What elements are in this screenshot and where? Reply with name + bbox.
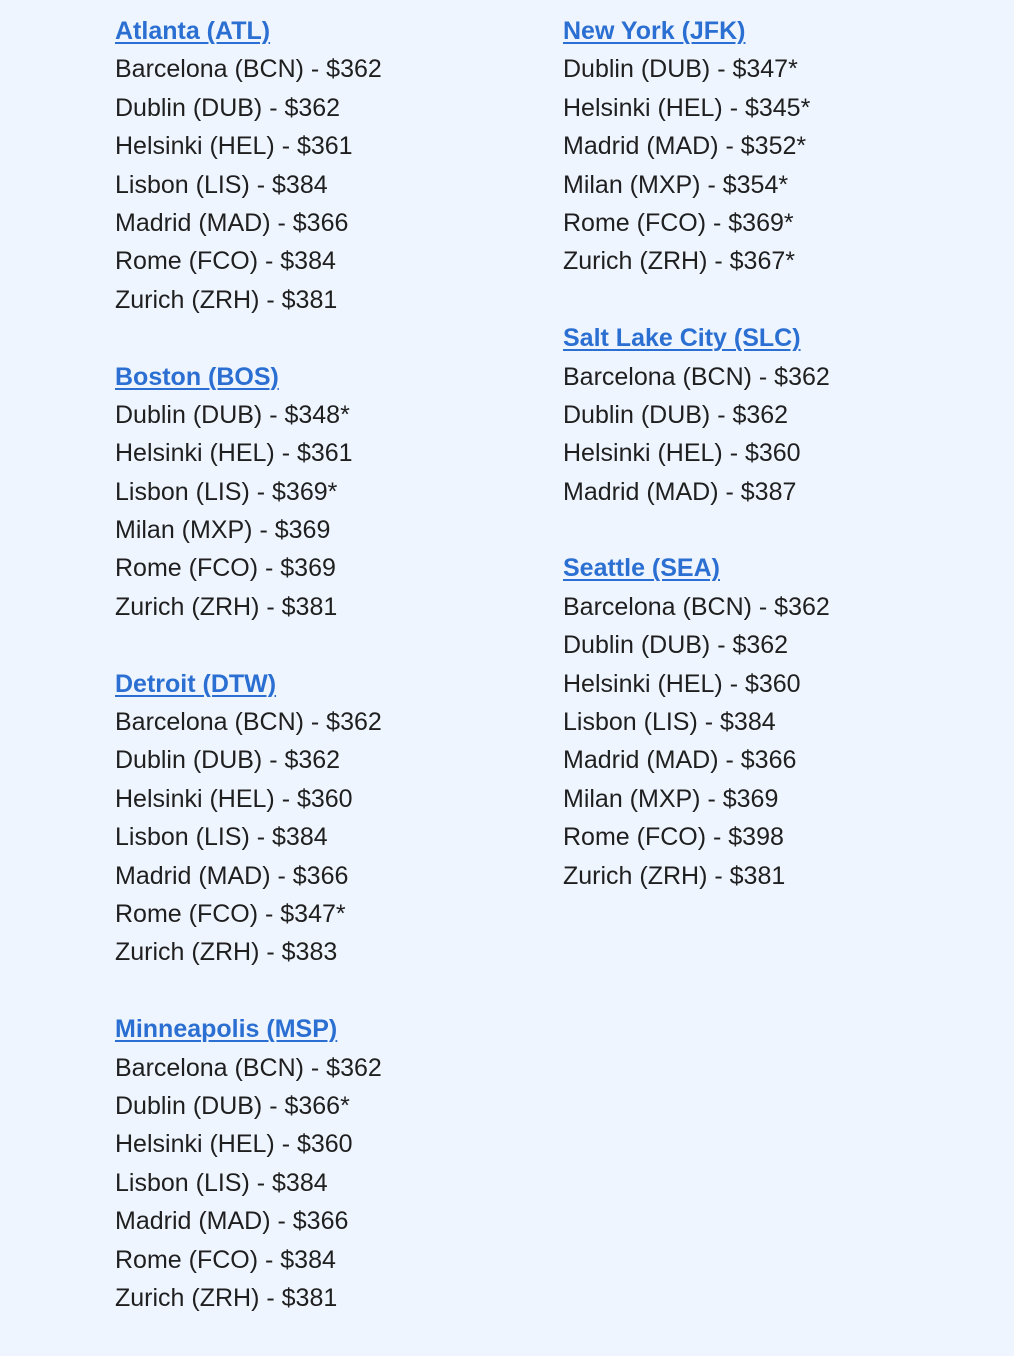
fare-list-item: Madrid (MAD) - $387 [563,477,797,506]
fare-list-item: Dublin (DUB) - $362 [115,746,341,775]
departure-city-group [115,12,535,319]
departure-city-link[interactable]: Minneapolis (MSP) [115,1015,338,1044]
fare-list-item: Dublin (DUB) - $362 [563,631,789,660]
departure-city-link[interactable]: Atlanta (ATL) [115,17,271,45]
fare-list-item: Milan (MXP) - $369 [563,784,779,813]
fare-list-item: Zurich (ZRH) - $383 [115,938,338,967]
departure-city-link[interactable]: Detroit (DTW) [115,669,277,698]
fare-list-item: Helsinki (HEL) - $345* [563,93,811,122]
fare-list-item: Rome (FCO) - $384 [115,247,336,276]
departure-city-group [115,358,535,627]
fare-list-item: Barcelona (BCN) - $362 [563,592,830,621]
fare-list-item: Dublin (DUB) - $347* [563,55,798,84]
fare-list-item: Madrid (MAD) - $352* [563,132,807,161]
fare-list-item: Helsinki (HEL) - $361 [115,439,353,468]
fare-list-item: Milan (MXP) - $369 [115,516,331,545]
departure-city-group [115,665,535,972]
fare-list-item: Rome (FCO) - $384 [115,1245,336,1274]
fare-list-item: Helsinki (HEL) - $360 [115,784,353,813]
departure-city-link[interactable]: Boston (BOS) [115,362,279,391]
fare-list-item: Zurich (ZRH) - $381 [115,592,338,621]
fare-list-item: Dublin (DUB) - $362 [115,93,341,122]
fare-list-item: Zurich (ZRH) - $381 [563,861,786,890]
fare-list-item: Madrid (MAD) - $366 [115,861,349,890]
fare-list-item: Helsinki (HEL) - $360 [563,439,801,468]
fare-list-item: Madrid (MAD) - $366 [115,208,349,237]
departure-city-link[interactable]: Seattle (SEA) [563,554,720,583]
fares-column-left [115,12,535,1356]
fares-column-right [563,12,983,933]
fare-list-item: Barcelona (BCN) - $362 [563,362,830,391]
fare-list-item: Helsinki (HEL) - $360 [115,1130,353,1159]
fare-list-item: Rome (FCO) - $347* [115,899,346,928]
departure-city-link[interactable]: Salt Lake City (SLC) [563,324,801,353]
fare-list-item: Zurich (ZRH) - $381 [115,285,338,314]
fare-list-item: Helsinki (HEL) - $361 [115,132,353,161]
fare-list-item: Barcelona (BCN) - $362 [115,708,382,737]
fare-list-item: Lisbon (LIS) - $384 [115,1168,328,1197]
fare-list-item: Dublin (DUB) - $362 [563,400,789,429]
fare-list-item: Rome (FCO) - $369 [115,554,336,583]
fare-list-item: Lisbon (LIS) - $384 [115,170,328,199]
fare-list-item: Rome (FCO) - $369* [563,208,794,237]
fare-list-item: Lisbon (LIS) - $384 [115,823,328,852]
fare-list-item: Lisbon (LIS) - $384 [563,708,776,737]
fare-list-item: Lisbon (LIS) - $369* [115,477,338,506]
fare-list-item: Dublin (DUB) - $348* [115,400,350,429]
fare-list-item: Barcelona (BCN) - $362 [115,1053,382,1082]
fare-list-item: Dublin (DUB) - $366* [115,1091,350,1120]
departure-city-group [563,319,983,511]
departure-city-group [115,1010,535,1317]
fare-list-item: Rome (FCO) - $398 [563,823,784,852]
departure-city-group [563,549,983,895]
fare-list-item: Madrid (MAD) - $366 [563,746,797,775]
departure-city-link[interactable]: New York (JFK) [563,17,746,45]
departure-city-group [563,12,983,281]
fare-list-item: Milan (MXP) - $354* [563,170,789,199]
fare-list-item: Madrid (MAD) - $366 [115,1207,349,1236]
fare-list-item: Zurich (ZRH) - $367* [563,247,795,276]
fare-list-item: Helsinki (HEL) - $360 [563,669,801,698]
fare-list-item: Barcelona (BCN) - $362 [115,55,382,84]
fare-list-item: Zurich (ZRH) - $381 [115,1283,338,1312]
